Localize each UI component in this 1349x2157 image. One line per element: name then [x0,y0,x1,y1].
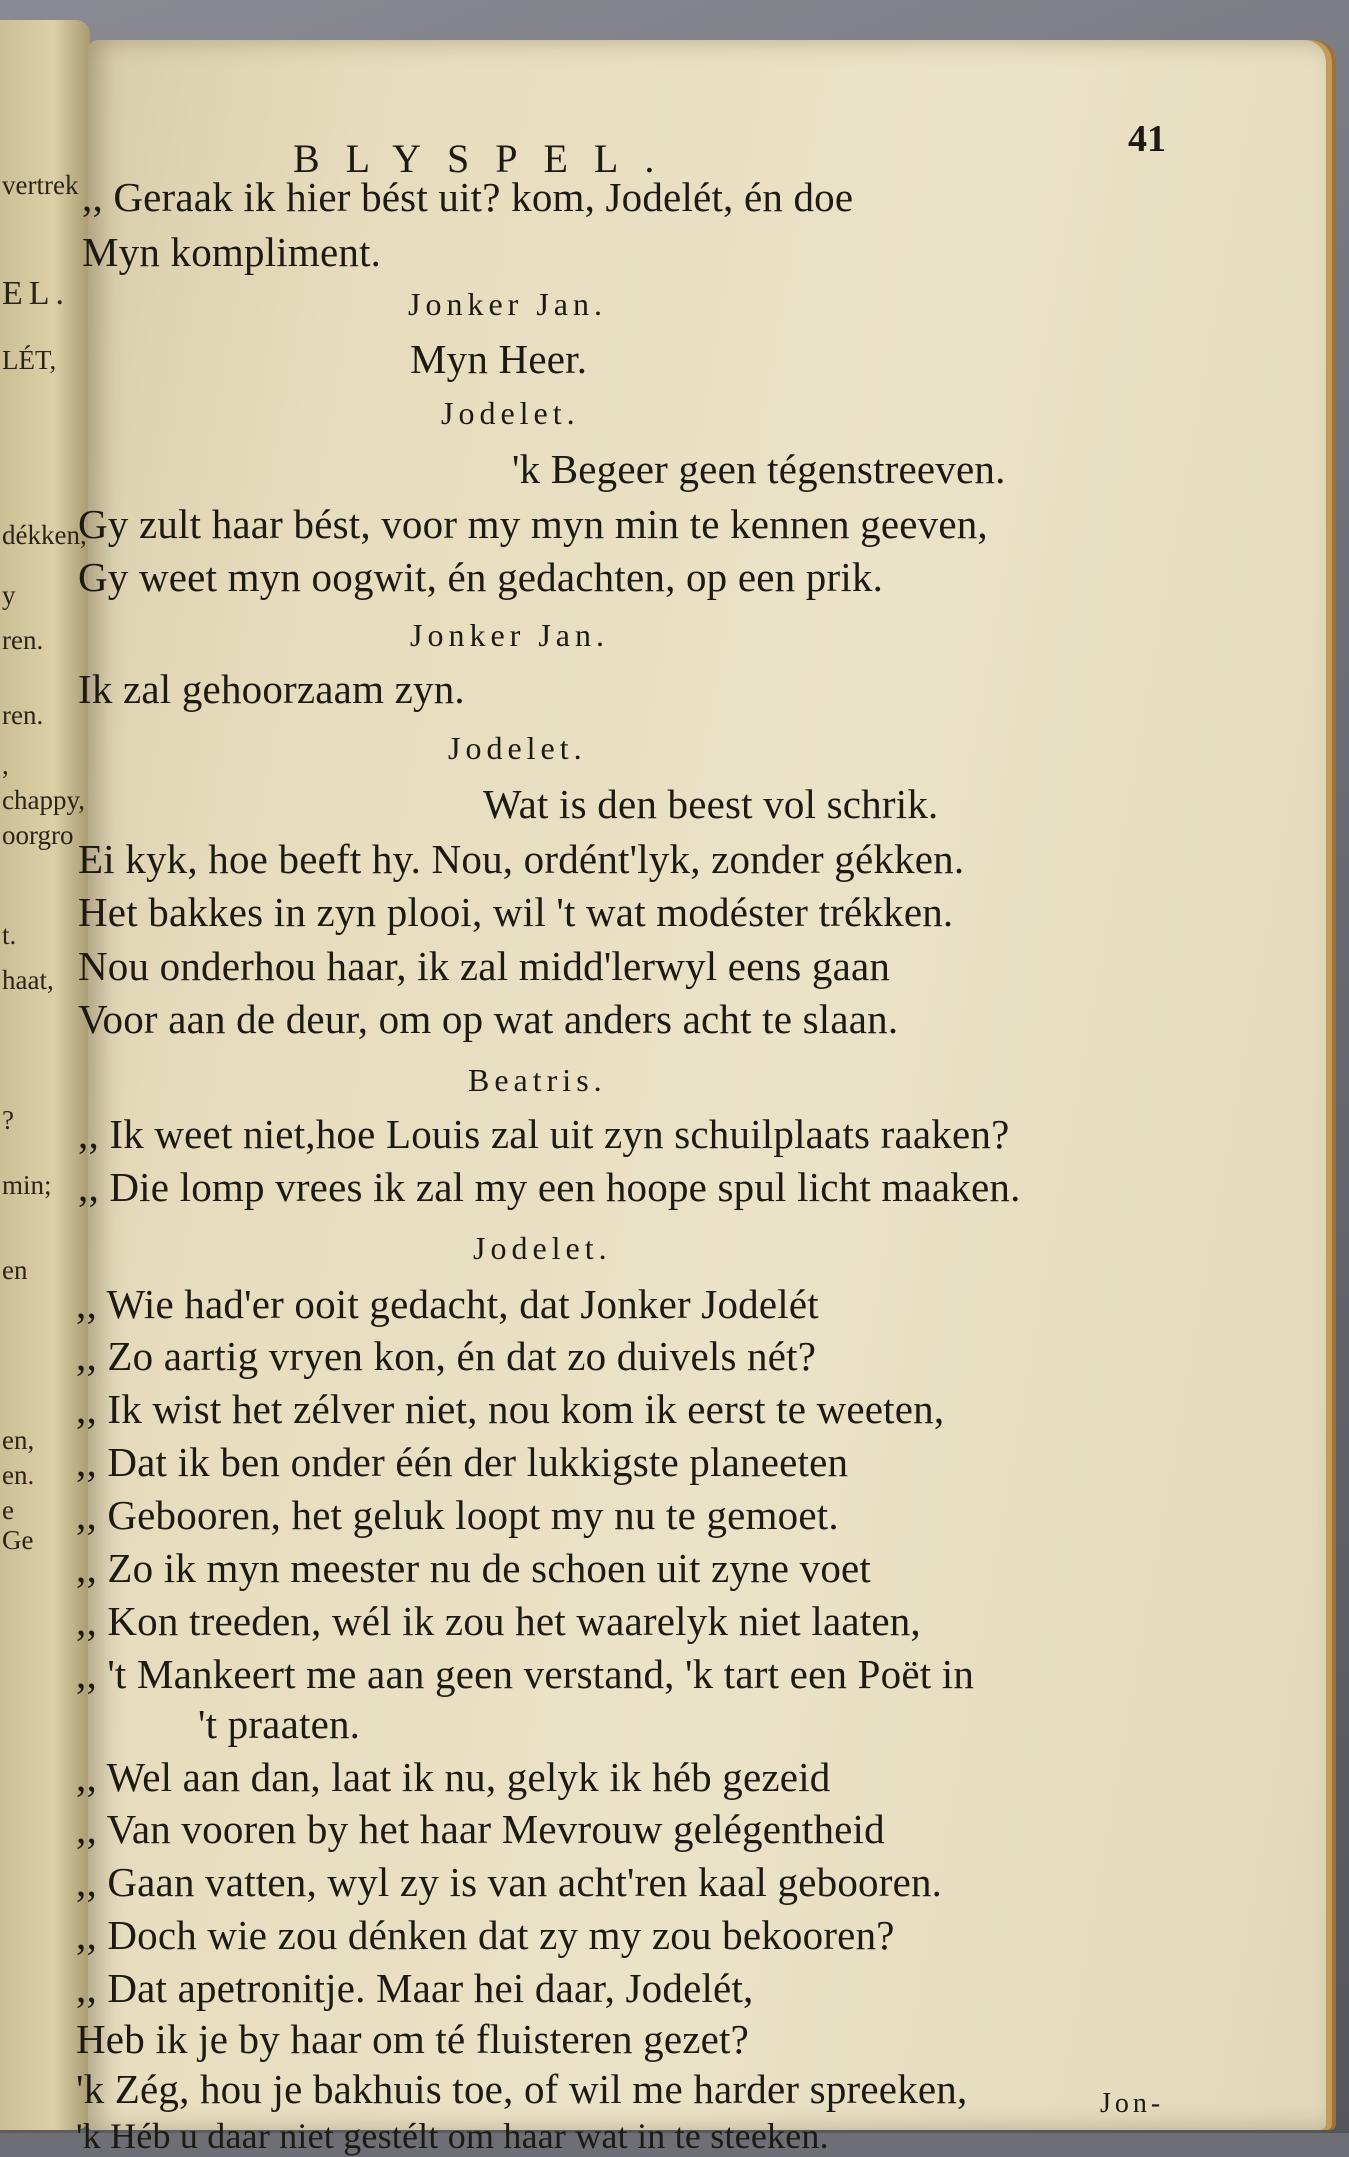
verse-line: ,, Die lomp vrees ik zal my een hoope spul licht maaken. [78,1164,1021,1210]
left-fragment: Ge [2,1525,34,1555]
verse-line: ,, Dat ik ben onder één der lukkigste planeeten [76,1439,849,1485]
left-fragment: min; [2,1170,52,1200]
verse-line: ,, Kon treeden, wél ik zou het waarelyk niet laaten, [76,1598,921,1644]
verse-line: ,, Doch wie zou dénken dat zy my zou bekooren? [76,1912,895,1958]
verse-line: ,, Ik wist het zélver niet, nou kom ik eerst te weeten, [76,1386,945,1432]
speaker-name: Jodelet. [448,730,587,766]
verse-line: 'k Zég, hou je bakhuis toe, of wil me harder spreeken, [76,2066,968,2112]
verse-line: ,, Zo ik myn meester nu de schoen uit zyne voet [76,1545,872,1591]
verse-line: 'k Begeer geen tégenstreeven. [512,446,1006,492]
speaker-name: Jonker Jan. [410,617,609,653]
left-fragment: t. [2,920,17,950]
speaker-name: Jodelet. [441,395,580,431]
verse-line: ,, Van vooren by het haar Mevrouw gelégentheid [76,1806,885,1852]
verse-line: ,, Zo aartig vryen kon, én dat zo duivels nét? [76,1333,817,1379]
catchword: Jon- [1100,2088,1165,2119]
left-fragment: EL. [2,275,71,312]
verse-line: ,, Ik weet niet,hoe Louis zal uit zyn schuilplaats raaken? [78,1111,1010,1157]
verse-line: Ei kyk, hoe beeft hy. Nou, ordént'lyk, zonder gékken. [78,836,965,882]
verse-line: Wat is den beest vol schrik. [483,781,939,827]
verse-line: Ik zal gehoorzaam zyn. [78,666,465,712]
verse-line: ,, Gaan vatten, wyl zy is van acht'ren kaal gebooren. [76,1859,943,1905]
left-fragment: dékken, [2,520,87,550]
verse-line: 't praaten. [198,1701,361,1747]
verse-line: ,, Gebooren, het geluk loopt my nu te gemoet. [76,1492,839,1538]
verse-line: ,, 't Mankeert me aan geen verstand, 'k tart een Poët in [76,1651,975,1697]
verse-line: Gy zult haar bést, voor my myn min te kennen geeven, [78,501,988,547]
left-fragment: en, [2,1425,35,1455]
left-fragment: ren. [2,625,44,655]
running-header: BLYSPEL. [293,136,681,181]
left-fragment: en [2,1255,28,1285]
left-fragment: vertrek [2,170,79,200]
verse-line: Gy weet myn oogwit, én gedachten, op een prik. [78,554,884,600]
left-fragment: ren. [2,700,44,730]
left-fragment: ? [2,1105,14,1135]
left-fragment: LÉT, [2,345,57,375]
speaker-name: Jonker Jan. [408,286,607,322]
left-fragment: , [2,750,9,780]
verse-line: Myn kompliment. [82,229,382,275]
left-fragment: chappy, [2,785,85,815]
speaker-name: Beatris. [468,1062,607,1098]
verse-line: Het bakkes in zyn plooi, wil 't wat modéster trékken. [78,889,954,935]
verse-line: ,, Geraak ik hier bést uit? kom, Jodelét, én doe [82,174,854,220]
verse-line: ,, Wel aan dan, laat ik nu, gelyk ik héb gezeid [76,1754,831,1800]
verse-line: 'k Héb u daar niet gestélt om haar wat in te steeken. [76,2116,829,2156]
left-fragment: e [2,1495,14,1525]
verse-line: Voor aan de deur, om op wat anders acht te slaan. [78,996,899,1042]
verse-line: Myn Heer. [410,336,588,382]
left-fragment: y [2,580,16,610]
page-number: 41 [1128,118,1166,160]
verse-line: ,, Dat apetronitje. Maar hei daar, Jodelét, [76,1965,754,2011]
left-fragment: oorgro [2,820,74,850]
speaker-name: Jodelet. [473,1230,612,1266]
verse-line: Heb ik je by haar om té fluisteren gezet? [76,2016,750,2062]
book-page [76,40,1326,2156]
verse-line: Nou onderhou haar, ik zal midd'lerwyl eens gaan [78,943,891,989]
verse-line: ,, Wie had'er ooit gedacht, dat Jonker Jodelét [76,1281,819,1327]
left-fragment: en. [2,1460,35,1490]
left-fragment: haat, [2,965,54,995]
